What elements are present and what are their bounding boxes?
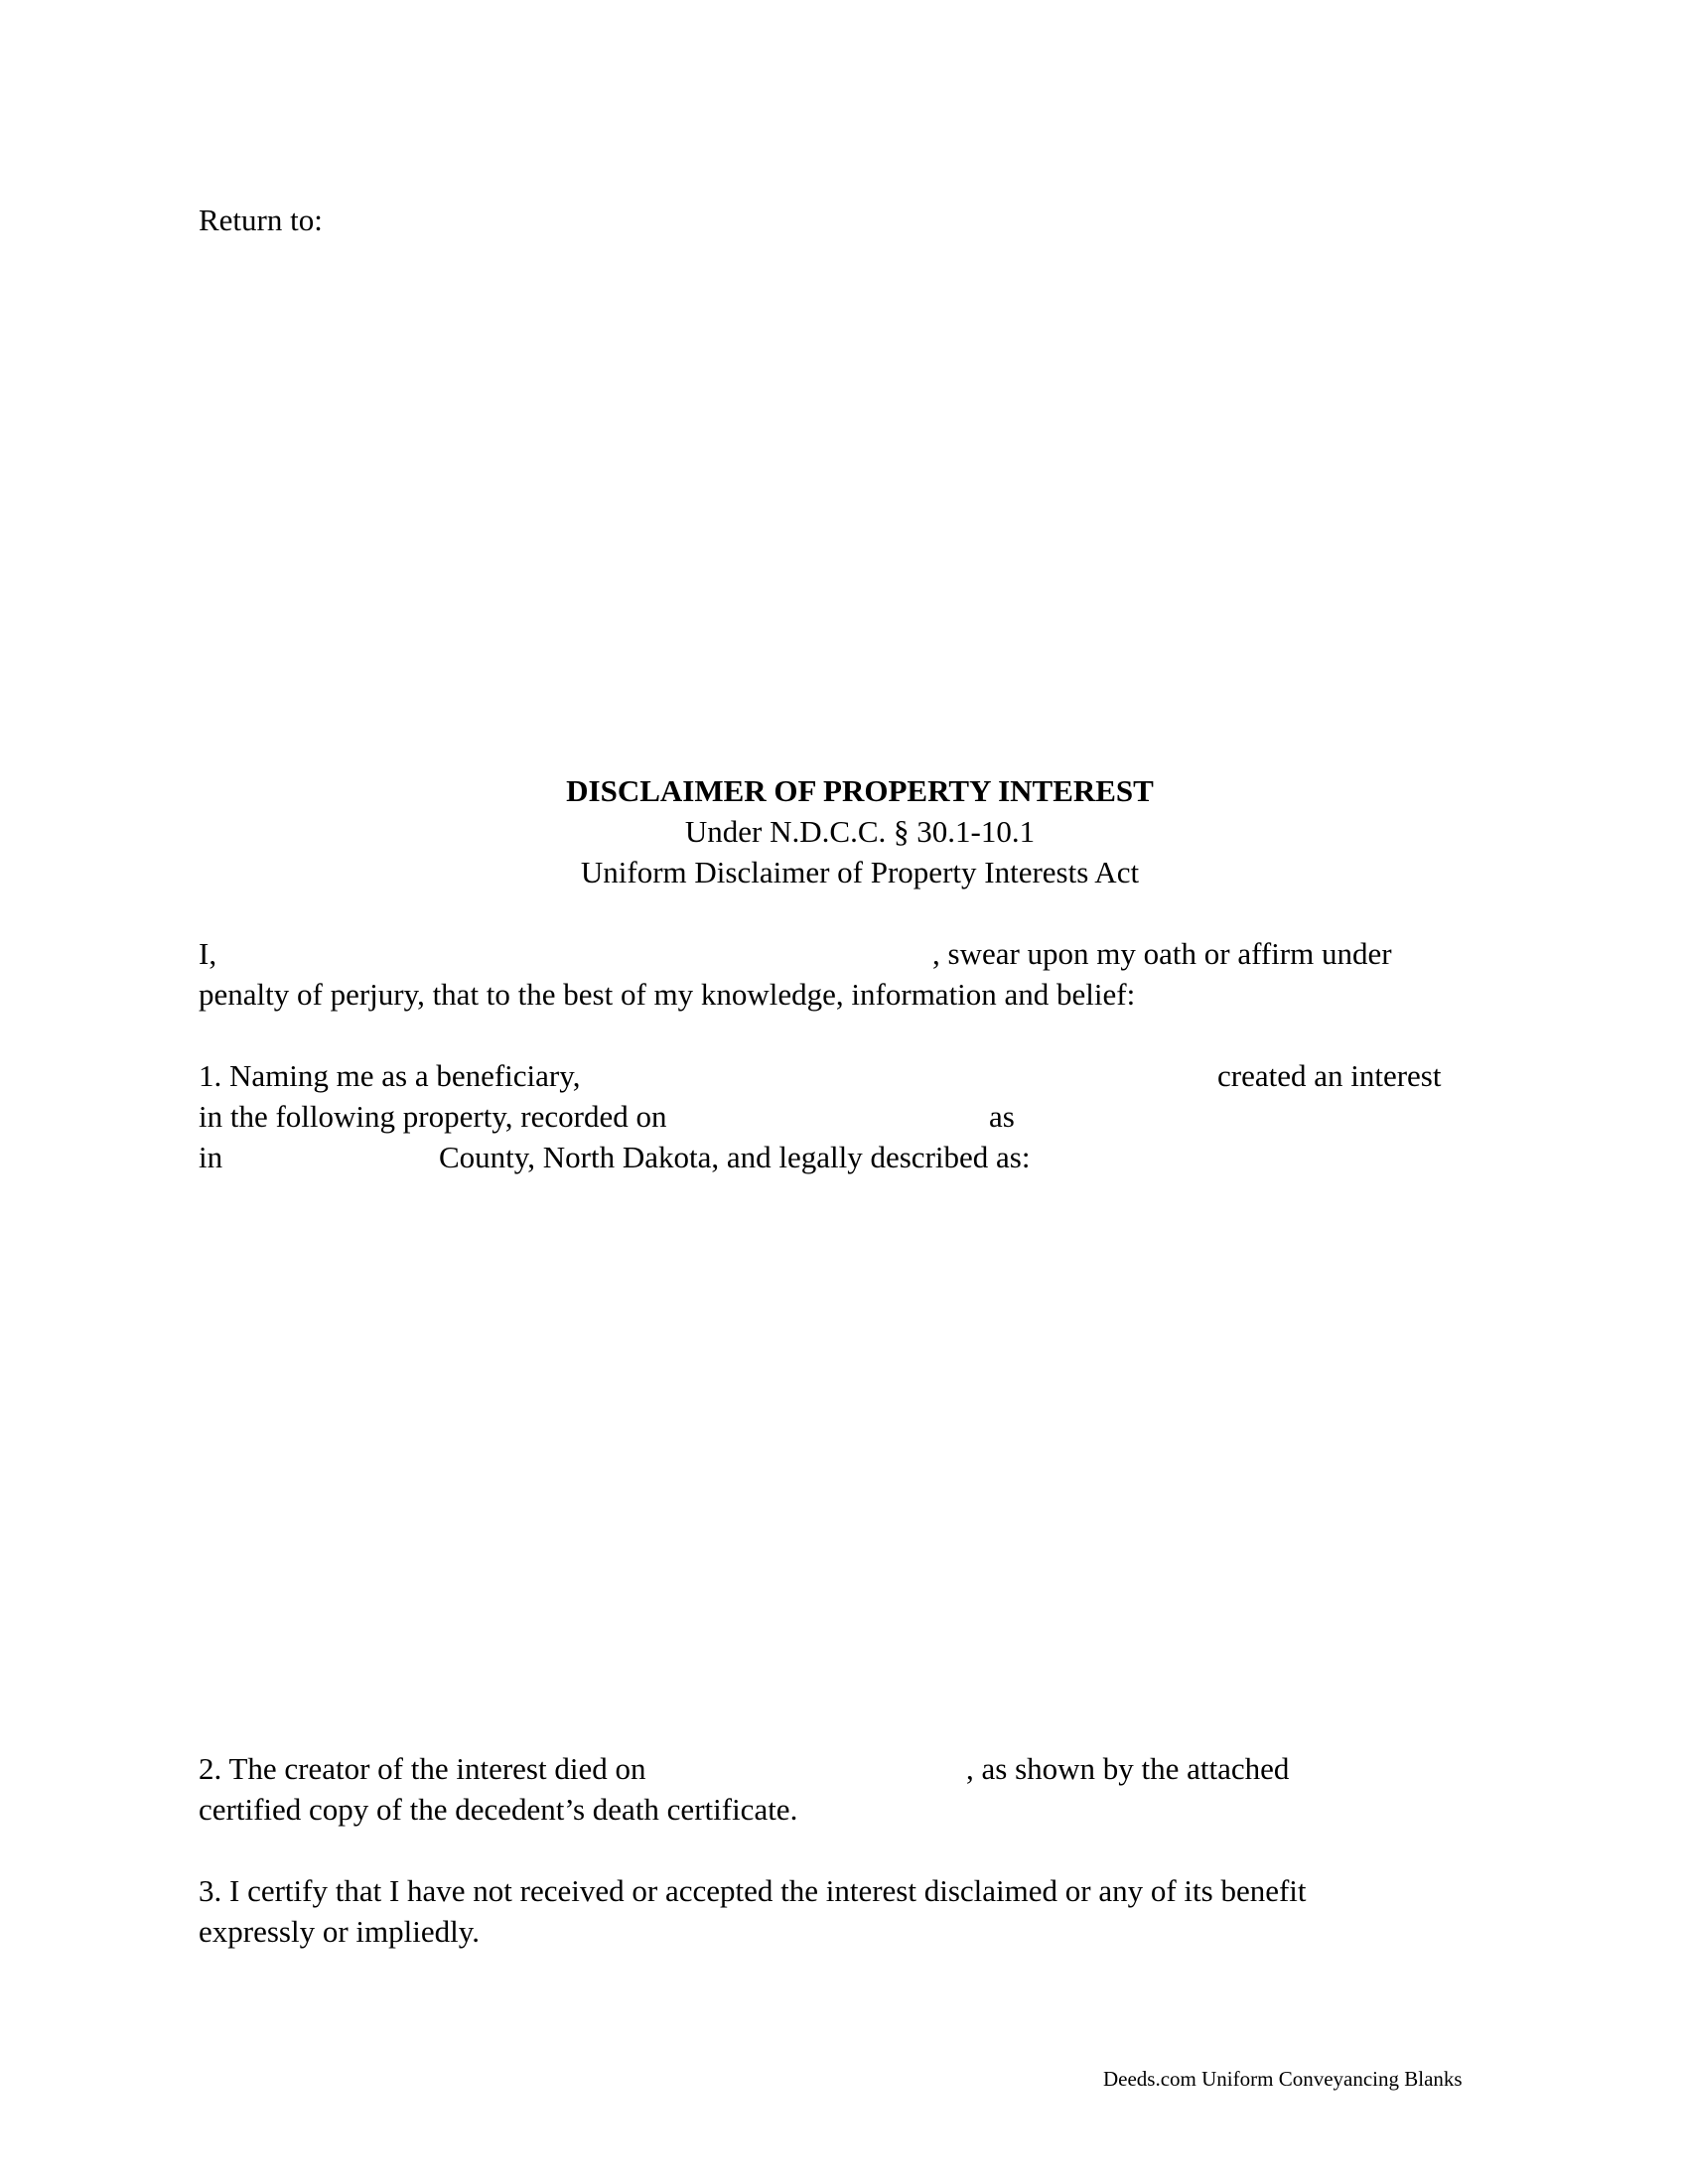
- item-2-end: , as shown by the attached: [966, 1751, 1290, 1786]
- oath-start: I,: [199, 936, 217, 971]
- document-heading: [0, 773, 1688, 890]
- item-1-start: 1. Naming me as a beneficiary,: [199, 1058, 581, 1093]
- document-title: DISCLAIMER OF PROPERTY INTEREST: [566, 773, 1154, 808]
- item-3-line-2: expressly or impliedly.: [199, 1914, 480, 1949]
- return-to-label: Return to:: [199, 203, 323, 237]
- item-2-line-2: certified copy of the decedent’s death certificate.: [199, 1792, 798, 1827]
- item-1-end: created an interest: [1217, 1058, 1442, 1093]
- item-2-start: 2. The creator of the interest died on: [199, 1751, 646, 1786]
- oath-end: , swear upon my oath or affirm under: [932, 936, 1392, 971]
- footer-brand: Deeds.com Uniform Conveyancing Blanks: [1103, 2067, 1463, 2091]
- item-3-line-1: 3. I certify that I have not received or accepted the interest disclaimed or any of its benefit: [199, 1873, 1307, 1908]
- item-1-line-3-start: in: [199, 1140, 223, 1174]
- oath-line-2: penalty of perjury, that to the best of my knowledge, information and belief:: [199, 977, 1136, 1012]
- statute-reference: Under N.D.C.C. § 30.1-10.1: [684, 814, 1036, 849]
- item-1-line-3-end: County, North Dakota, and legally described as:: [439, 1140, 1031, 1174]
- item-1-line-2-start: in the following property, recorded on: [199, 1099, 667, 1134]
- act-name: Uniform Disclaimer of Property Interests Act: [580, 855, 1140, 889]
- item-1-line-2-end: as: [989, 1099, 1015, 1134]
